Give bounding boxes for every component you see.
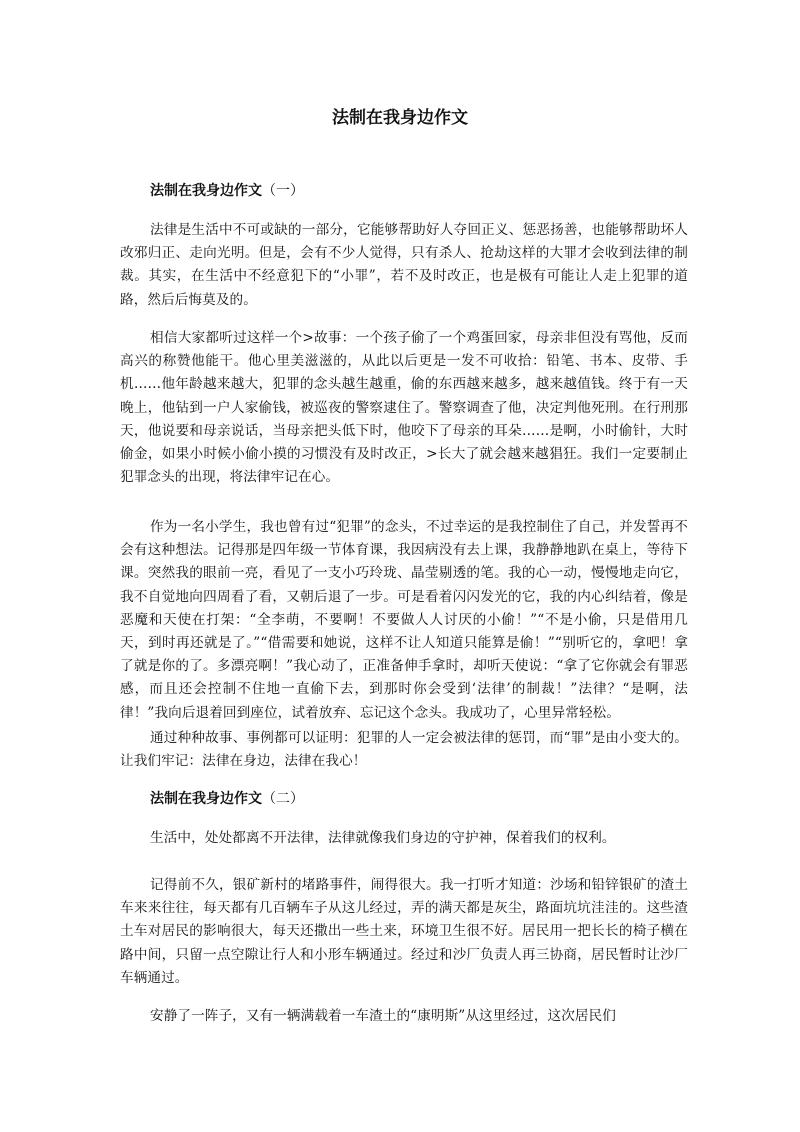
section-heading-2 <box>150 788 304 810</box>
paragraph: 生活中，处处都离不开法律，法律就像我们身边的守护神，保着我们的权利。 <box>150 830 616 846</box>
section-heading-1-suffix: （一） <box>262 183 304 199</box>
paragraph: 通过种种故事、事例都可以证明：犯罪的人一定会被法律的惩罚，而“罪”是由小变大的。让我们牢记：法律在身边，法律在我心！ <box>120 730 688 770</box>
paragraph: 作为一名小学生，我也曾有过“犯罪”的念头，不过幸运的是我控制住了自己，并发誓再不会有这种想法。记得那是四年级一节体育课，我因病没有去上课，我静静地趴在桌上，等待下课。突然我的眼前一亮，看见了一支小巧玲珑、晶莹剔透的笔。我的心一动，慢慢地走向它，我不自觉地向四周看了看，又朝后退了一步。可是看着闪闪发光的它，我的内心纠结着，像是恶魔和天使在打架：“全李萌，不要啊！不要做人人讨厌的小偷！”“不是小偷，只是借用几天，到时再还就是了。”“借需要和她说，这样不让人知道只能算是偷！”“别听它的，拿吧！拿了就是你的了。多漂亮啊！”我心动了，正准备伸手拿时，却听天使说：“拿了它你就会有罪恶感，而且还会控制不住地一直偷下去，到那时你会受到‘法律’的制裁！”法律？“是啊，法律！”我向后退着回到座位，试着放弃、忘记这个念头。我成功了，心里异常轻松。 <box>120 519 688 721</box>
section-heading-1 <box>150 180 304 202</box>
section-heading-2-suffix: （二） <box>262 791 304 807</box>
paragraph: 相信大家都听过这样一个>故事：一个孩子偷了一个鸡蛋回家，母亲非但没有骂他，反而高兴的称赞他能干。他心里美滋滋的，从此以后更是一发不可收拾：铅笔、书本、皮带、手机……他年龄越来越大，犯罪的念头越生越重，偷的东西越来越多，越来越值钱。终于有一天晚上，他钻到一户人家偷钱，被巡夜的警察逮住了。警察调查了他，决定判他死刑。在行刑那天，他说要和母亲说话，当母亲把头低下时，他咬下了母亲的耳朵……是啊，小时偷针，大时偷金，如果小时候小偷小摸的习惯没有及时改正，>长大了就会越来越猖狂。我们一定要制止犯罪念头的出现，将法律牢记在心。 <box>120 330 688 486</box>
section-heading-1-text: 法制在我身边作文 <box>150 183 262 199</box>
section-heading-2-text: 法制在我身边作文 <box>150 791 262 807</box>
paragraph: 法律是生活中不可或缺的一部分，它能够帮助好人夺回正义、惩恶扬善，也能够帮助坏人改邪归正、走向光明。但是，会有不少人觉得，只有杀人、抢劫这样的大罪才会收到法律的制裁。其实，在生活中不经意犯下的“小罪”，若不及时改正，也是极有可能让人走上犯罪的道路，然后后悔莫及的。 <box>120 222 688 308</box>
document-title: 法制在我身边作文 <box>332 108 468 128</box>
paragraph: 记得前不久，银矿新村的堵路事件，闹得很大。我一打听才知道：沙场和铅锌银矿的渣土车来来往往，每天都有几百辆车子从这儿经过，弄的满天都是灰尘，路面坑坑洼洼的。这些渣土车对居民的影响很大，每天还撒出一些土来，环境卫生很不好。居民用一把长长的椅子横在路中间，只留一点空隙让行人和小形车辆通过。经过和沙厂负责人再三协商，居民暂时让沙厂车辆通过。 <box>120 877 688 986</box>
paragraph: 安静了一阵子，又有一辆满载着一车渣土的“康明斯”从这里经过，这次居民们 <box>150 1008 616 1024</box>
